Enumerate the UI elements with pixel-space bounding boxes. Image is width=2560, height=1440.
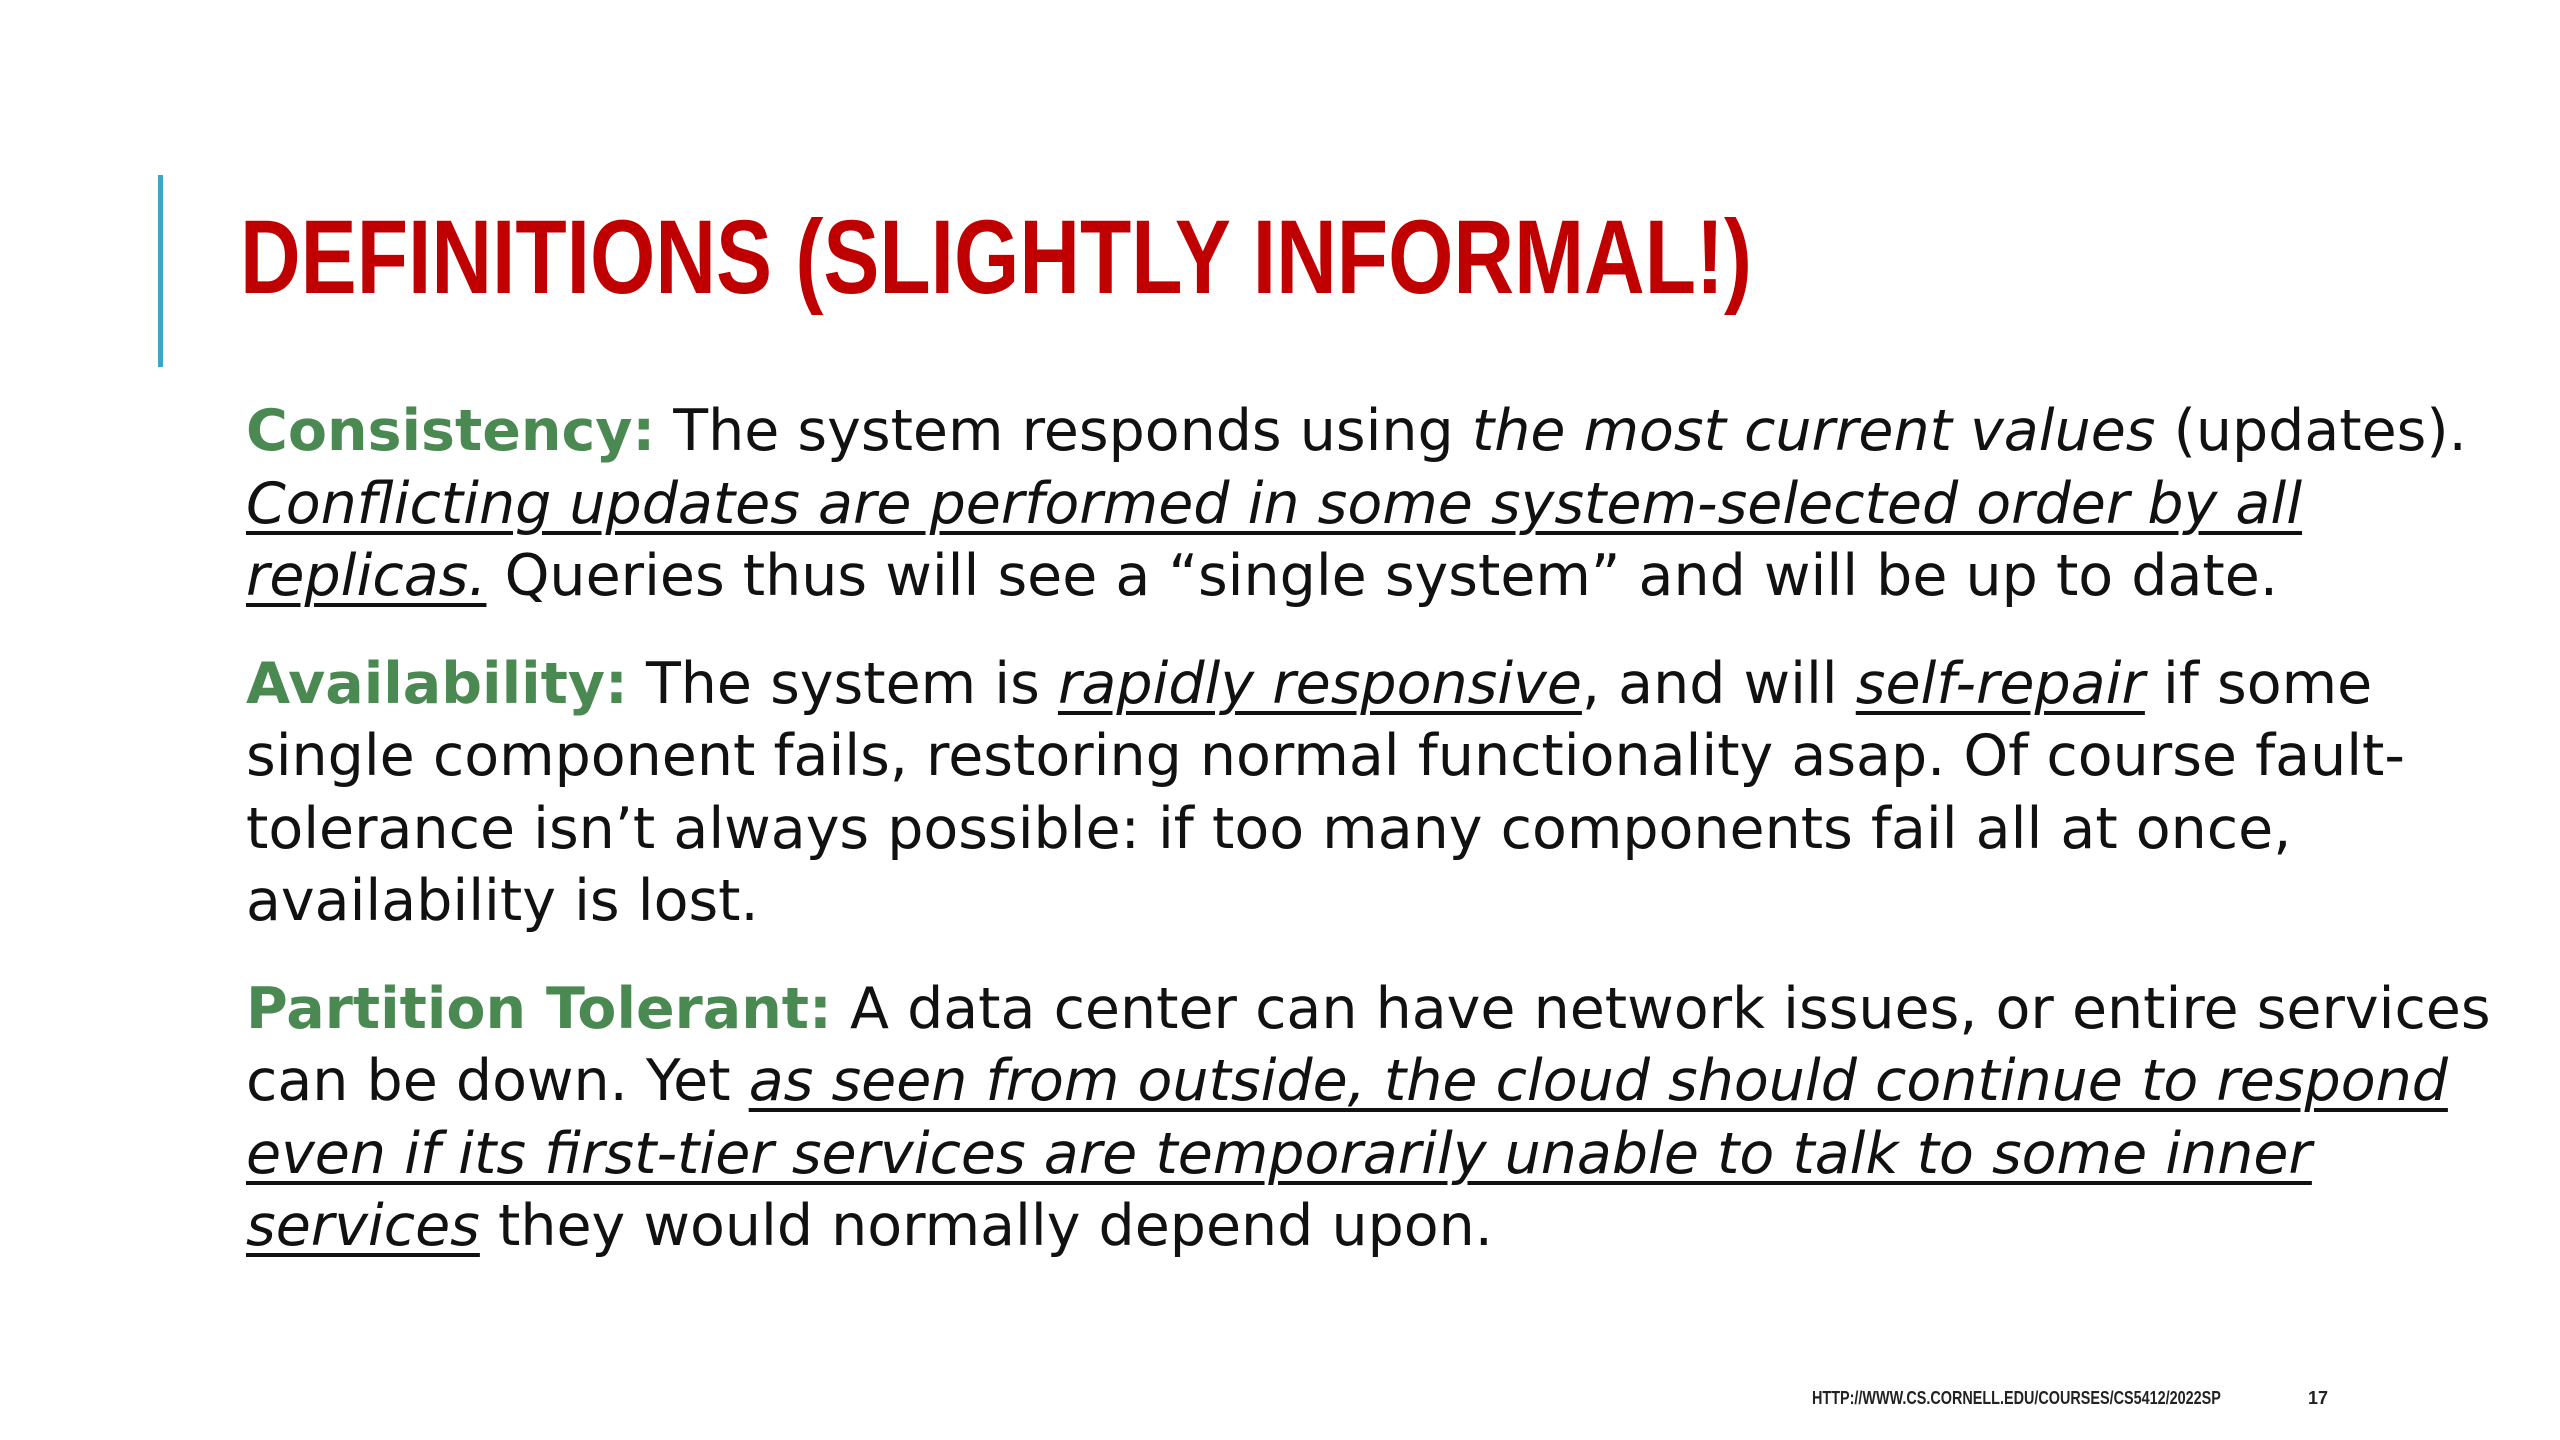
- availability-underlined-1: rapidly responsive: [1057, 650, 1582, 717]
- consistency-underlined: Conflicting updates are performed in some system-selected order by all replicas.: [246, 470, 2303, 609]
- partition-underlined: as seen from outside, the cloud should continue to respond even if its first-tier services are temporarily unable to talk to some inner services: [246, 1048, 2448, 1259]
- consistency-text-1: The system responds using: [655, 398, 1472, 464]
- slide-body: [246, 395, 2516, 1298]
- availability-text-3: if some single component fails, restoring normal functionality asap. Of course fault-tolerance isn’t always possible: if too many components fail all at once, availability is lost.: [246, 650, 2405, 934]
- term-consistency: Consistency:: [246, 398, 656, 464]
- partition-text-1: A data center can have network issues, or entire services can be down. Yet: [246, 975, 2491, 1114]
- title-accent-bar: [158, 175, 163, 367]
- footer-url: HTTP://WWW.CS.CORNELL.EDU/COURSES/CS5412/2022SP: [1812, 1388, 2221, 1408]
- consistency-text-3: Queries thus will see a “single system” and will be up to date.: [486, 543, 2278, 609]
- slide-number: 17: [2308, 1388, 2329, 1408]
- consistency-emphasis: the most current values: [1471, 398, 2156, 464]
- term-availability: Availability:: [246, 650, 628, 717]
- term-partition-tolerant: Partition Tolerant:: [246, 975, 832, 1042]
- paragraph-consistency: [246, 395, 2516, 613]
- paragraph-availability: [246, 648, 2516, 938]
- availability-underlined-2: self-repair: [1855, 650, 2145, 717]
- availability-text-2: , and will: [1581, 650, 1856, 717]
- slide-title: DEFINITIONS (SLIGHTLY INFORMAL!): [240, 199, 1752, 316]
- availability-text-1: The system is: [627, 650, 1058, 717]
- paragraph-partition: [246, 973, 2516, 1263]
- consistency-text-2: (updates).: [2155, 398, 2467, 464]
- partition-text-2: they would normally depend upon.: [479, 1193, 1493, 1259]
